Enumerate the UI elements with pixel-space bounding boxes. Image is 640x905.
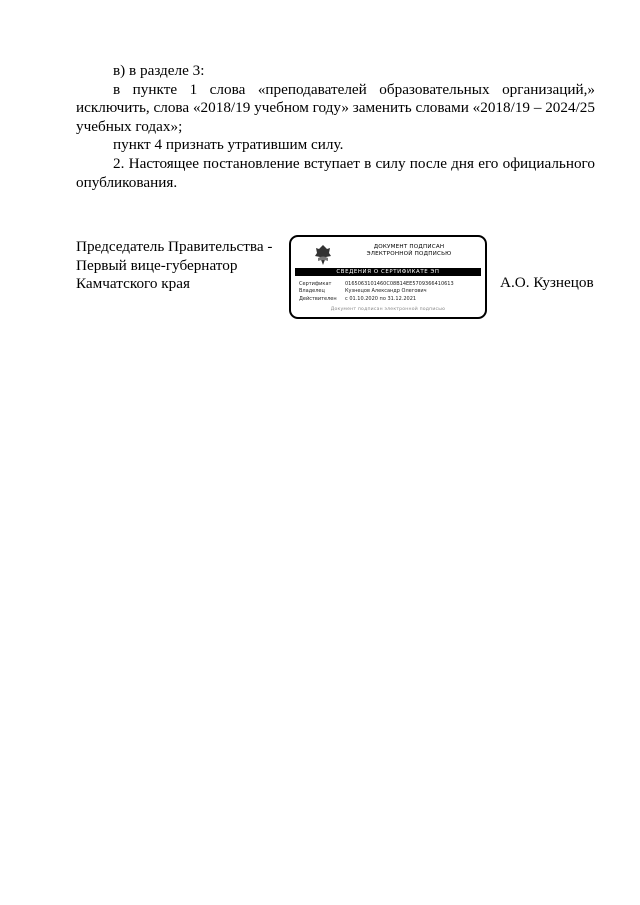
stamp-row-key: Сертификат: [299, 281, 332, 287]
stamp-header-line: ДОКУМЕНТ ПОДПИСАН: [373, 244, 445, 250]
paragraph-item-1: в пункте 1 слова «преподавателей образовательных организаций,» исключить, слова «2018/19 учебном году» заменить словами «2018/19 – 2024/25 учебных годах»;: [76, 80, 595, 135]
paragraph-item-4: пункт 4 признать утратившим силу.: [113, 136, 344, 154]
stamp-row-certificate: [299, 281, 454, 288]
stamp-row-value: с 01.10.2020 по 31.12.2021: [345, 295, 417, 302]
electronic-signature-stamp: [289, 235, 487, 319]
signatory-title-line: Первый вице-губернатор: [76, 256, 238, 274]
stamp-row-validity: [299, 296, 454, 303]
paragraph-effective: 2. Настоящее постановление вступает в силу после дня его официального опубликования.: [76, 154, 595, 191]
coat-of-arms-icon: [313, 244, 333, 266]
stamp-header-line: ЭЛЕКТРОННОЙ ПОДПИСЬЮ: [366, 251, 452, 257]
stamp-footer: Документ подписан электронной подписью: [330, 307, 446, 312]
paragraph-section-3: в) в разделе 3:: [113, 62, 205, 79]
signatory-title-line: Камчатского края: [76, 275, 190, 293]
stamp-row-value: Кузнецов Александр Олегович: [345, 288, 427, 295]
signatory-title: [76, 238, 272, 294]
signatory-name: А.О. Кузнецов: [500, 274, 594, 291]
stamp-header: [349, 244, 469, 258]
signatory-title-line: Председатель Правительства -: [76, 238, 273, 255]
stamp-row-value: 0165063101460C08B14EE5709366410613: [345, 281, 454, 287]
stamp-row-owner: [299, 288, 454, 295]
document-body: [76, 62, 595, 192]
stamp-certificate-details: [299, 281, 454, 303]
stamp-certificate-band: СВЕДЕНИЯ О СЕРТИФИКАТЕ ЭП: [295, 268, 481, 276]
stamp-row-key: Владелец: [299, 288, 325, 295]
stamp-row-key: Действителен: [299, 295, 337, 302]
